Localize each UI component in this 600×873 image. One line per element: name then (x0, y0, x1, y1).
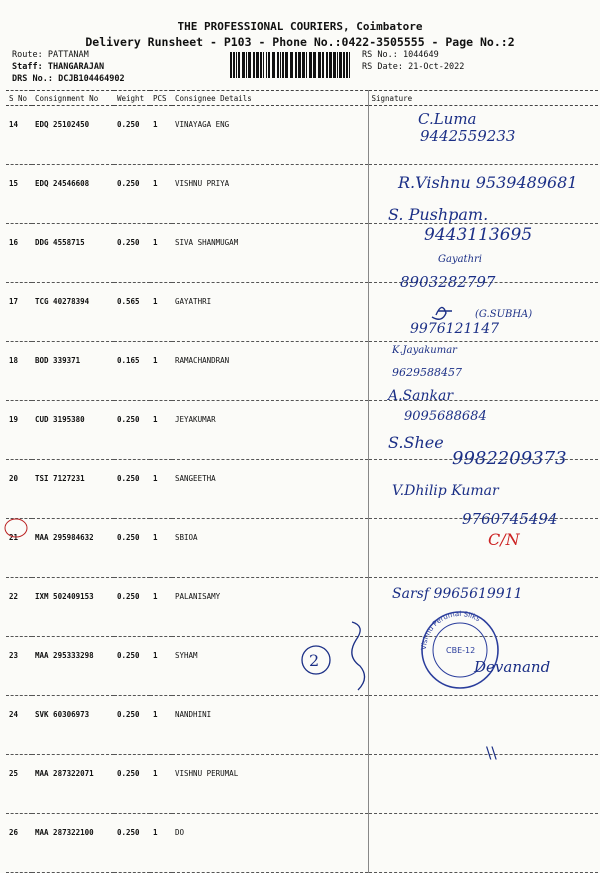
barcode-bar (285, 52, 288, 78)
rs-no-label: RS No.: (362, 50, 398, 60)
barcode-bar (263, 52, 264, 78)
table-row (6, 224, 598, 283)
signature-14: C.Luma (418, 110, 477, 128)
staff-label: Staff: (12, 62, 43, 72)
col-sno: S No (6, 91, 32, 106)
row-consignee: DO (172, 814, 368, 873)
barcode-bar (309, 52, 312, 78)
row-weight: 0.250 (114, 578, 150, 637)
rs-date-label: RS Date: (362, 62, 403, 72)
col-pcs: PCS (150, 91, 172, 106)
barcode-bar (349, 52, 350, 78)
col-signature: Signature (368, 91, 598, 106)
signature-cell (368, 696, 598, 755)
barcode-bar (248, 52, 251, 78)
signature-cell (368, 165, 598, 224)
row-consignee: PALANISAMY (172, 578, 368, 637)
drs-value: DCJB104464902 (58, 74, 125, 84)
row-consignee: NANDHINI (172, 696, 368, 755)
row-weight: 0.250 (114, 519, 150, 578)
phone-22: 9760745494 (462, 510, 558, 528)
row-pcs: 1 (150, 637, 172, 696)
signature-16: S. Pushpam. (388, 205, 489, 224)
phone-14: 9442559233 (420, 127, 516, 145)
row-pcs: 1 (150, 342, 172, 401)
barcode-bar (280, 52, 281, 78)
signature-cell (368, 519, 598, 578)
barcode-bar (295, 52, 297, 78)
row-sno: 24 (6, 696, 32, 755)
row-consignee: SANGEETHA (172, 460, 368, 519)
barcode-bar (343, 52, 345, 78)
table-row (6, 519, 598, 578)
row-sno: 25 (6, 755, 32, 814)
barcode-bar (322, 52, 324, 78)
signature-22: V.Dhilip Kumar (392, 483, 499, 499)
barcode-bar (238, 52, 240, 78)
row-sno: 18 (6, 342, 32, 401)
row-weight: 0.250 (114, 401, 150, 460)
row-weight: 0.250 (114, 814, 150, 873)
table-header-row (6, 91, 598, 106)
phone-18: 9976121147 (410, 321, 500, 337)
row-consignment: IXM 502409153 (32, 578, 114, 637)
drs-label: DRS No.: (12, 74, 53, 84)
row-sno: 16 (6, 224, 32, 283)
barcode-bar (333, 52, 336, 78)
row-weight: 0.250 (114, 460, 150, 519)
barcode-bar (302, 52, 305, 78)
barcode-bar (256, 52, 259, 78)
table-row (6, 637, 598, 696)
signature-17: Gayathri (438, 254, 482, 265)
row-sno: 26 (6, 814, 32, 873)
number-26: 2 (309, 651, 320, 670)
table-row (6, 283, 598, 342)
barcode-bar (266, 52, 267, 78)
row-weight: 0.250 (114, 696, 150, 755)
row-consignment: BOD 339371 (32, 342, 114, 401)
table-row (6, 755, 598, 814)
barcode-bar (282, 52, 284, 78)
barcode-bar (242, 52, 245, 78)
signature-20: A.Sankar (388, 388, 454, 404)
row-pcs: 1 (150, 519, 172, 578)
page-mark: \\ (486, 743, 497, 762)
barcode-bar (346, 52, 348, 78)
row-weight: 0.250 (114, 224, 150, 283)
row-pcs: 1 (150, 283, 172, 342)
rs-date-line (362, 62, 464, 72)
barcode-bar (260, 52, 262, 78)
row-pcs: 1 (150, 814, 172, 873)
row-consignment: SVK 60306973 (32, 696, 114, 755)
row-weight: 0.250 (114, 106, 150, 165)
row-consignee: VISHNU PERUMAL (172, 755, 368, 814)
note-18: (G.SUBHA) (475, 309, 533, 320)
barcode-bar (326, 52, 328, 78)
table-row (6, 578, 598, 637)
row-consignment: CUD 3195380 (32, 401, 114, 460)
row-sno: 21 (6, 519, 32, 578)
row-weight: 0.565 (114, 283, 150, 342)
rs-date-value: 21-Oct-2022 (408, 62, 465, 72)
table-row (6, 696, 598, 755)
row-weight: 0.165 (114, 342, 150, 401)
signature-cell (368, 342, 598, 401)
row-consignment: TCG 40278394 (32, 283, 114, 342)
phone-21: 9982209373 (452, 448, 567, 469)
barcode-bar (236, 52, 237, 78)
phone-17: 8903282797 (400, 273, 496, 291)
row-sno: 15 (6, 165, 32, 224)
phone-20: 9095688684 (404, 409, 487, 424)
row-weight: 0.250 (114, 165, 150, 224)
phone-16: 9443113695 (424, 225, 533, 245)
route-label: Route: (12, 50, 43, 60)
signature-cell (368, 224, 598, 283)
barcode-bar (268, 52, 270, 78)
col-weight: Weight (114, 91, 150, 106)
route-value: PATTANAM (47, 50, 89, 60)
row-pcs: 1 (150, 460, 172, 519)
signature-15: R.Vishnu 9539489681 (398, 173, 578, 192)
row-weight: 0.250 (114, 755, 150, 814)
row-consignee: VINAYAGA ENG (172, 106, 368, 165)
col-consignee: Consignee Details (172, 91, 368, 106)
route-line (12, 50, 89, 60)
table-row (6, 106, 598, 165)
runsheet-subtitle: Delivery Runsheet - P103 - Phone No.:0422-3505555 - Page No.:2 (85, 35, 515, 49)
row-consignment: MAA 295984632 (32, 519, 114, 578)
row-pcs: 1 (150, 224, 172, 283)
row-pcs: 1 (150, 401, 172, 460)
signature-cell (368, 578, 598, 637)
signature-cell (368, 460, 598, 519)
signature-cell (368, 106, 598, 165)
table-row (6, 401, 598, 460)
table-row (6, 814, 598, 873)
table-row (6, 342, 598, 401)
barcode-bar (339, 52, 342, 78)
row-sno: 23 (6, 637, 32, 696)
barcode-bar (329, 52, 332, 78)
row-weight: 0.250 (114, 637, 150, 696)
row-pcs: 1 (150, 578, 172, 637)
row-pcs: 1 (150, 165, 172, 224)
barcode-bar (313, 52, 316, 78)
row-consignee: JEYAKUMAR (172, 401, 368, 460)
row-consignment: MAA 287322100 (32, 814, 114, 873)
row-consignment: EDQ 25102450 (32, 106, 114, 165)
row-consignment: EDQ 24546608 (32, 165, 114, 224)
row-sno: 14 (6, 106, 32, 165)
row-pcs: 1 (150, 106, 172, 165)
row-consignee: VISHNU PRIYA (172, 165, 368, 224)
row-sno: 22 (6, 578, 32, 637)
row-consignment: DDG 4558715 (32, 224, 114, 283)
barcode-bar (272, 52, 275, 78)
row-consignee: SIVA SHANMUGAM (172, 224, 368, 283)
cn-mark-23: C/N (488, 530, 520, 549)
signature-cell (368, 637, 598, 696)
barcode (230, 52, 354, 78)
barcode-bar (298, 52, 301, 78)
row-consignment: MAA 295333298 (32, 637, 114, 696)
row-sno: 20 (6, 460, 32, 519)
signature-24: Sarsf 9965619911 (392, 586, 523, 602)
barcode-bar (290, 52, 293, 78)
rs-no-line (362, 50, 439, 60)
row-consignee: RAMACHANDRAN (172, 342, 368, 401)
signature-cell (368, 401, 598, 460)
barcode-bar (306, 52, 307, 78)
signature-cell (368, 814, 598, 873)
row-sno: 19 (6, 401, 32, 460)
barcode-bar (337, 52, 338, 78)
runsheet-table (6, 90, 598, 873)
signature-cell (368, 283, 598, 342)
drs-line (12, 74, 125, 84)
barcode-bar (318, 52, 321, 78)
signature-19: K.Jayakumar (392, 345, 457, 356)
row-consignment: MAA 287322071 (32, 755, 114, 814)
row-pcs: 1 (150, 755, 172, 814)
table-row (6, 460, 598, 519)
signature-26: Devanand (474, 658, 551, 676)
barcode-bar (277, 52, 279, 78)
row-consignee: SYHAM (172, 637, 368, 696)
phone-19: 9629588457 (392, 366, 462, 379)
row-sno: 17 (6, 283, 32, 342)
row-pcs: 1 (150, 696, 172, 755)
row-consignee: GAYATHRI (172, 283, 368, 342)
staff-line (12, 62, 104, 72)
company-title: THE PROFESSIONAL COURIERS, Coimbatore (177, 20, 423, 33)
table-row (6, 165, 598, 224)
row-consignee: SBIOA (172, 519, 368, 578)
barcode-bar (246, 52, 247, 78)
staff-value: THANGARAJAN (47, 62, 105, 72)
barcode-bar (233, 52, 235, 78)
barcode-bar (230, 52, 232, 78)
barcode-bar (253, 52, 255, 78)
stamp-code: CBE-12 (446, 646, 476, 655)
stamp-text: Vishnu Perumal Silks (419, 609, 482, 651)
signature-21: S.Shee (388, 433, 444, 452)
signature-cell (368, 755, 598, 814)
row-consignment: TSI 7127231 (32, 460, 114, 519)
col-consignment: Consignment No (32, 91, 114, 106)
rs-no-value: 1044649 (402, 50, 439, 60)
